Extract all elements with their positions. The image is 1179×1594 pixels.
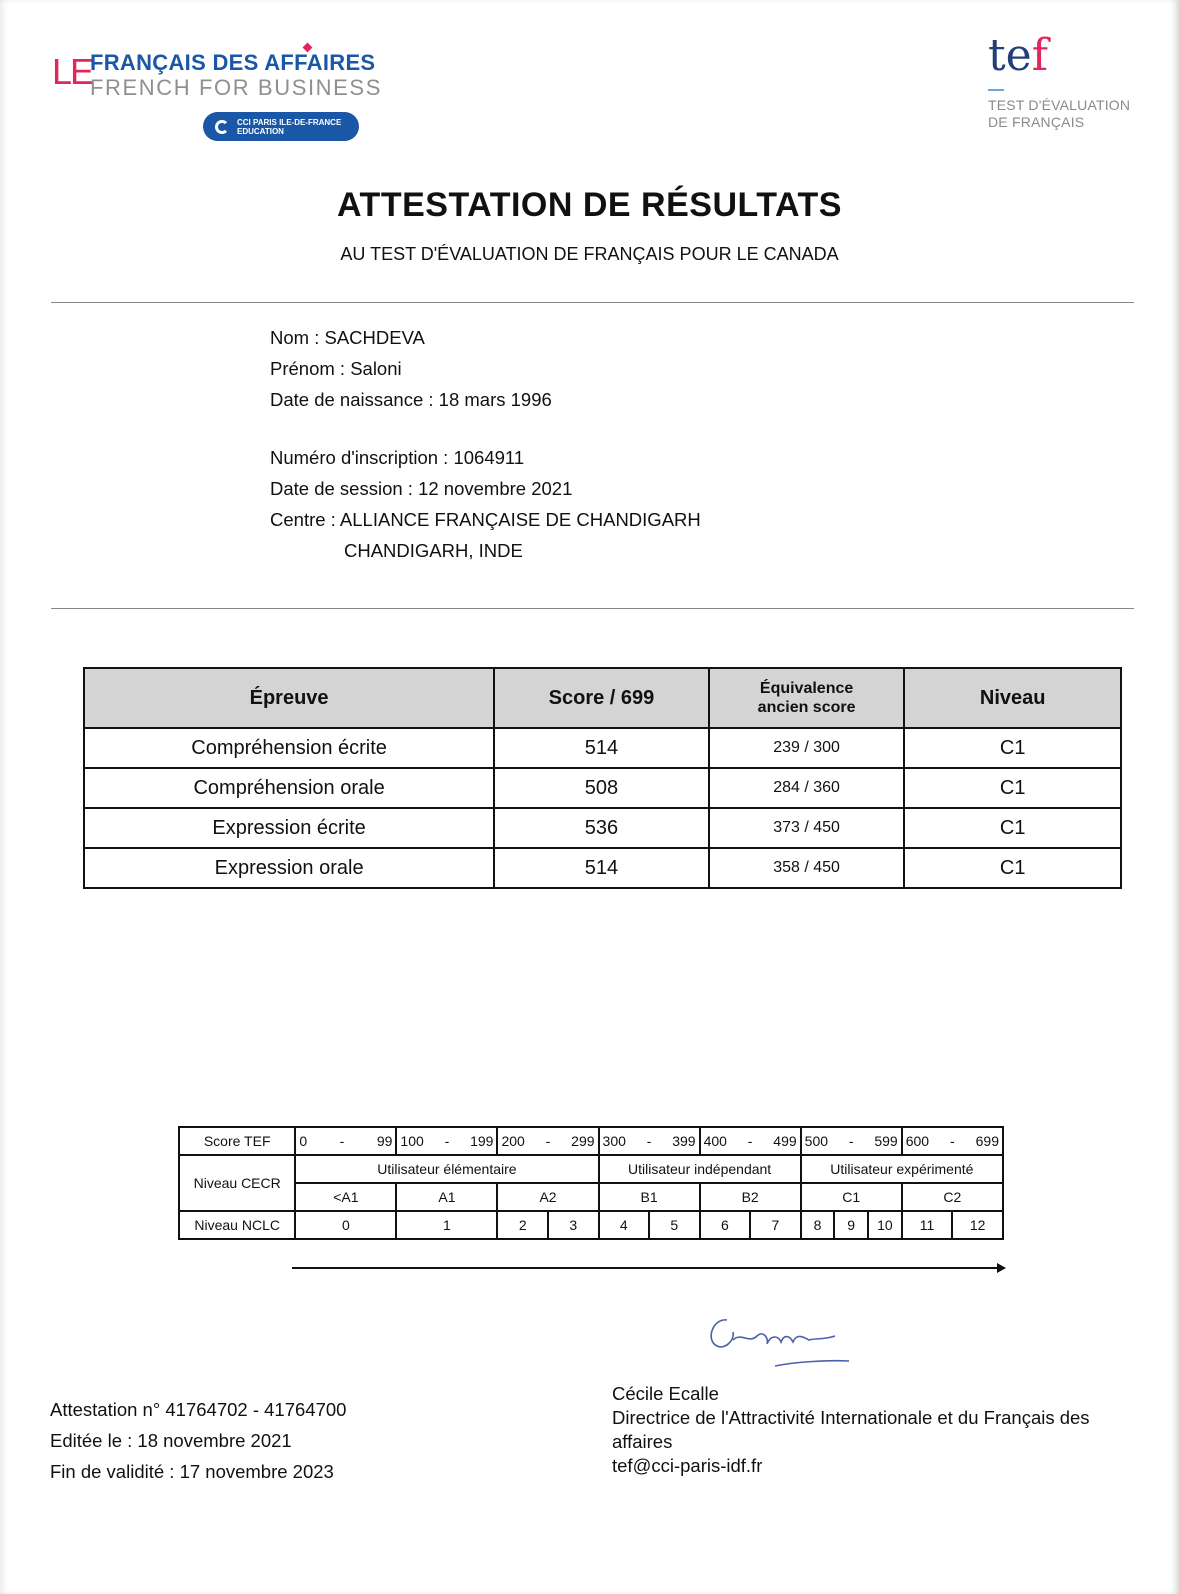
score-cell: 536 xyxy=(494,808,709,848)
scale-row-score xyxy=(179,1127,1003,1155)
scale-label-cecr: Niveau CECR xyxy=(179,1155,295,1211)
candidate-date-naissance: Date de naissance : 18 mars 1996 xyxy=(270,389,552,410)
scale-arrow-icon xyxy=(292,1267,1002,1269)
user-group: Utilisateur indépendant xyxy=(599,1155,801,1183)
nclc-level: 7 xyxy=(750,1211,801,1239)
cecr-level: A1 xyxy=(396,1183,497,1211)
nclc-level: 1 xyxy=(396,1211,497,1239)
user-group: Utilisateur élémentaire xyxy=(295,1155,598,1183)
nclc-level: 6 xyxy=(700,1211,751,1239)
nclc-level: 10 xyxy=(868,1211,902,1239)
table-row xyxy=(84,848,1121,888)
candidate-date-session: Date de session : 12 novembre 2021 xyxy=(270,478,573,499)
equivalence-cell: 358 / 450 xyxy=(709,848,905,888)
signatory-block xyxy=(612,1382,1132,1478)
signatory-email[interactable]: tef@cci-paris-idf.fr xyxy=(612,1455,763,1476)
attestation-number: Attestation n° 41764702 - 41764700 xyxy=(50,1399,347,1420)
score-range: 600 - 699 xyxy=(902,1127,1003,1155)
candidate-nom: Nom : SACHDEVA xyxy=(270,327,425,348)
score-scale-table xyxy=(178,1126,1004,1240)
divider-top xyxy=(51,302,1134,303)
niveau-cell: C1 xyxy=(904,728,1121,768)
nclc-level: 12 xyxy=(952,1211,1003,1239)
nclc-level: 2 xyxy=(497,1211,548,1239)
score-range: 0 - 99 xyxy=(295,1127,396,1155)
cecr-level: B1 xyxy=(599,1183,700,1211)
tef-mark-f: f xyxy=(1031,30,1049,81)
scale-row-cecr xyxy=(179,1183,1003,1211)
candidate-identity xyxy=(270,322,552,415)
candidate-centre: Centre : ALLIANCE FRANÇAISE DE CHANDIGARH xyxy=(270,509,701,530)
tef-mark-te: te xyxy=(988,30,1032,81)
page-subtitle: AU TEST D'ÉVALUATION DE FRANÇAIS POUR LE CANADA xyxy=(340,244,839,264)
logo-line1: FRANÇAIS DES AFFAIRES xyxy=(90,50,376,75)
cecr-level: A2 xyxy=(497,1183,598,1211)
tef-logo xyxy=(988,30,1130,131)
header-niveau: Niveau xyxy=(904,668,1121,728)
scale-label-score: Score TEF xyxy=(179,1127,295,1155)
epreuve-cell: Expression écrite xyxy=(84,808,494,848)
candidate-session xyxy=(270,442,701,566)
signatory-title: Directrice de l'Attractivité Internationale et du Français des affaires xyxy=(612,1407,1090,1452)
header-epreuve: Épreuve xyxy=(84,668,494,728)
epreuve-cell: Compréhension orale xyxy=(84,768,494,808)
date-fin-validite: Fin de validité : 17 novembre 2023 xyxy=(50,1461,334,1482)
score-range: 100 - 199 xyxy=(396,1127,497,1155)
user-group: Utilisateur expérimenté xyxy=(801,1155,1003,1183)
cci-logo-icon xyxy=(215,120,229,134)
candidate-prenom: Prénom : Saloni xyxy=(270,358,402,379)
scale-row-nclc xyxy=(179,1211,1003,1239)
scale-row-groups xyxy=(179,1155,1003,1183)
tef-subtitle-line1: TEST D'ÉVALUATION xyxy=(988,97,1131,113)
equivalence-cell: 284 / 360 xyxy=(709,768,905,808)
cecr-level: C2 xyxy=(902,1183,1003,1211)
niveau-cell: C1 xyxy=(904,848,1121,888)
cci-paris-badge xyxy=(203,112,359,141)
logo-line2: FRENCH FOR BUSINESS xyxy=(90,75,382,100)
header-score: Score / 699 xyxy=(494,668,709,728)
nclc-level: 5 xyxy=(649,1211,700,1239)
score-range: 300 - 399 xyxy=(599,1127,700,1155)
score-cell: 514 xyxy=(494,728,709,768)
cecr-level: B2 xyxy=(700,1183,801,1211)
nclc-level: 0 xyxy=(295,1211,396,1239)
epreuve-cell: Expression orale xyxy=(84,848,494,888)
header-equivalence: Équivalence ancien score xyxy=(709,668,905,728)
epreuve-cell: Compréhension écrite xyxy=(84,728,494,768)
date-editee: Editée le : 18 novembre 2021 xyxy=(50,1430,292,1451)
divider-bottom xyxy=(51,608,1134,609)
results-table xyxy=(83,667,1122,889)
cci-badge-line1: CCI PARIS ILE-DE-FRANCE xyxy=(237,117,342,127)
nclc-level: 11 xyxy=(902,1211,953,1239)
scale-label-nclc: Niveau NCLC xyxy=(179,1211,295,1239)
cci-badge-line2: EDUCATION xyxy=(237,126,284,136)
table-row xyxy=(84,768,1121,808)
table-row xyxy=(84,808,1121,848)
nclc-level: 8 xyxy=(801,1211,835,1239)
table-row xyxy=(84,728,1121,768)
cecr-level: C1 xyxy=(801,1183,902,1211)
score-range: 400 - 499 xyxy=(700,1127,801,1155)
candidate-centre-city: CHANDIGARH, INDE xyxy=(344,540,523,561)
signature-icon xyxy=(705,1310,875,1380)
page-title: ATTESTATION DE RÉSULTATS xyxy=(337,186,842,224)
niveau-cell: C1 xyxy=(904,768,1121,808)
equivalence-cell: 373 / 450 xyxy=(709,808,905,848)
tef-subtitle-line2: DE FRANÇAIS xyxy=(988,114,1085,130)
niveau-cell: C1 xyxy=(904,808,1121,848)
score-range: 200 - 299 xyxy=(497,1127,598,1155)
nclc-level: 9 xyxy=(834,1211,868,1239)
cecr-level: <A1 xyxy=(295,1183,396,1211)
nclc-level: 4 xyxy=(599,1211,650,1239)
score-range: 500 - 599 xyxy=(801,1127,902,1155)
tef-divider xyxy=(988,89,1004,91)
attestation-details xyxy=(50,1394,346,1487)
signatory-name: Cécile Ecalle xyxy=(612,1383,719,1404)
score-cell: 508 xyxy=(494,768,709,808)
score-cell: 514 xyxy=(494,848,709,888)
logo-le-mark: LE xyxy=(52,51,93,92)
nclc-level: 3 xyxy=(548,1211,599,1239)
results-header-row xyxy=(84,668,1121,728)
candidate-numero-inscription: Numéro d'inscription : 1064911 xyxy=(270,447,525,468)
equivalence-cell: 239 / 300 xyxy=(709,728,905,768)
